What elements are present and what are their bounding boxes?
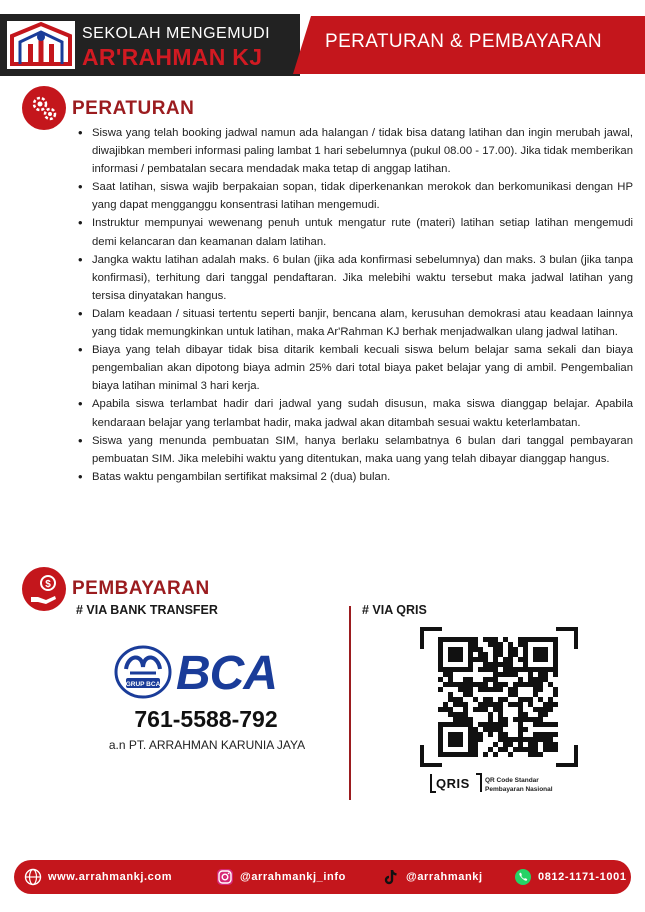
bca-logo-text: BCA [176, 647, 277, 700]
account-number: 761-5588-792 [134, 706, 278, 732]
rules-list [78, 124, 633, 486]
whatsapp-icon [514, 868, 532, 886]
school-logo [6, 20, 76, 70]
rules-title: PERATURAN [72, 98, 195, 119]
website-text: www.arrahmankj.com [48, 871, 173, 883]
list-item: • Siswa yang telah booking jadwal namun ada halangan / tidak bisa datang latihan dan ingin merubah jawal, diwajibkan memberi informasi paling lambat 1 hari sebelumnya (pukul 08.00 - 17.00). Jika tidak memberikan informasi / pembatalan secara mendadak maka tetap di anggap latihan. [78, 124, 633, 178]
list-item: • Instruktur mempunyai wewenang penuh untuk mengatur rute (materi) latihan setiap latihan mengemudi demi kelancaran dan keamanan dalam latihan. [78, 214, 633, 250]
bca-badge-text: GRUP BCA [125, 681, 161, 688]
list-item: • Jangka waktu latihan adalah maks. 6 bulan (jika ada konfirmasi sebelumnya) dan maks. 3 bulan (jika tanpa konfirmasi), terhitung dari tanggal pendaftaran. Jika melebihi waktu tersebut maka jadwal latihan yang tersisa dinyatakan hangus. [78, 251, 633, 305]
footer-website[interactable] [24, 860, 172, 894]
header-brand-bar [0, 14, 300, 76]
qris-logo-text: QRIS [436, 776, 470, 791]
page-title: PERATURAN & PEMBAYARAN [325, 31, 602, 52]
qris-logo [430, 773, 482, 793]
instagram-icon [216, 868, 234, 886]
brand-line-1: SEKOLAH MENGEMUDI [82, 25, 271, 42]
list-item: • Dalam keadaan / situasi tertentu seperti banjir, bencana alam, kerusuhan demokrasi atau keadaan lainnya yang tidak memungkinkan untuk latihan, maka Ar'Rahman KJ berhak menjadwalkan ulang jadwal latihan. [78, 305, 633, 341]
globe-icon [24, 868, 42, 886]
brand-line-2: AR'RAHMAN KJ [82, 44, 263, 70]
whatsapp-text: 0812-1171-1001 [538, 871, 627, 883]
tiktok-icon [382, 868, 400, 886]
footer-whatsapp[interactable] [514, 860, 627, 894]
list-item: • Saat latihan, siswa wajib berpakaian sopan, tidak diperkenankan merokok dan berkomunikasi dengan HP yang dapat mengganggu konsentrasi latihan mengemudi. [78, 178, 633, 214]
gears-icon [22, 86, 66, 130]
bank-transfer-heading: # VIA BANK TRANSFER [76, 603, 218, 617]
footer-tiktok[interactable] [382, 860, 483, 894]
footer-bar [14, 860, 631, 894]
qr-code [420, 627, 578, 767]
section-divider [349, 606, 351, 800]
money-hand-icon [22, 567, 66, 611]
list-item: • Apabila siswa terlambat hadir dari jadwal yang sudah disusun, maka siswa dianggap belajar. Apabila kendaraan belajar yang terlambat hadir, maka jadwal akan ditambah sesuai waktu keterlambatan. [78, 395, 633, 431]
instagram-text: @arrahmankj_info [240, 871, 346, 883]
bca-logo-badge [114, 645, 172, 699]
qris-heading: # VIA QRIS [362, 603, 427, 617]
qris-caption-line-2: Pembayaran Nasional [485, 786, 553, 793]
payment-title: PEMBAYARAN [72, 578, 210, 599]
tiktok-text: @arrahmankj [406, 871, 483, 883]
svg-text:$: $ [45, 579, 51, 590]
list-item: • Siswa yang menunda pembuatan SIM, hanya berlaku selambatnya 6 bulan dari tanggal pembayaran pembuatan SIM. Jika melebihi waktu yang ditentukan, maka uang yang telah dibayar dianggap hangus. [78, 432, 633, 468]
footer-instagram[interactable] [216, 860, 346, 894]
account-name: a.n PT. ARRAHMAN KARUNIA JAYA [108, 738, 306, 752]
list-item: • Batas waktu pengambilan sertifikat maksimal 2 (dua) bulan. [78, 468, 633, 486]
qris-caption-line-1: QR Code Standar [485, 777, 539, 784]
list-item: • Biaya yang telah dibayar tidak bisa ditarik kembali kecuali siswa belum belajar sama sekali dan biaya pengembalian akan dipotong biaya admin 25% dari total biaya paket belajar yang di ambil. Pengembalian biaya latihan minimal 3 hari kerja. [78, 341, 633, 395]
